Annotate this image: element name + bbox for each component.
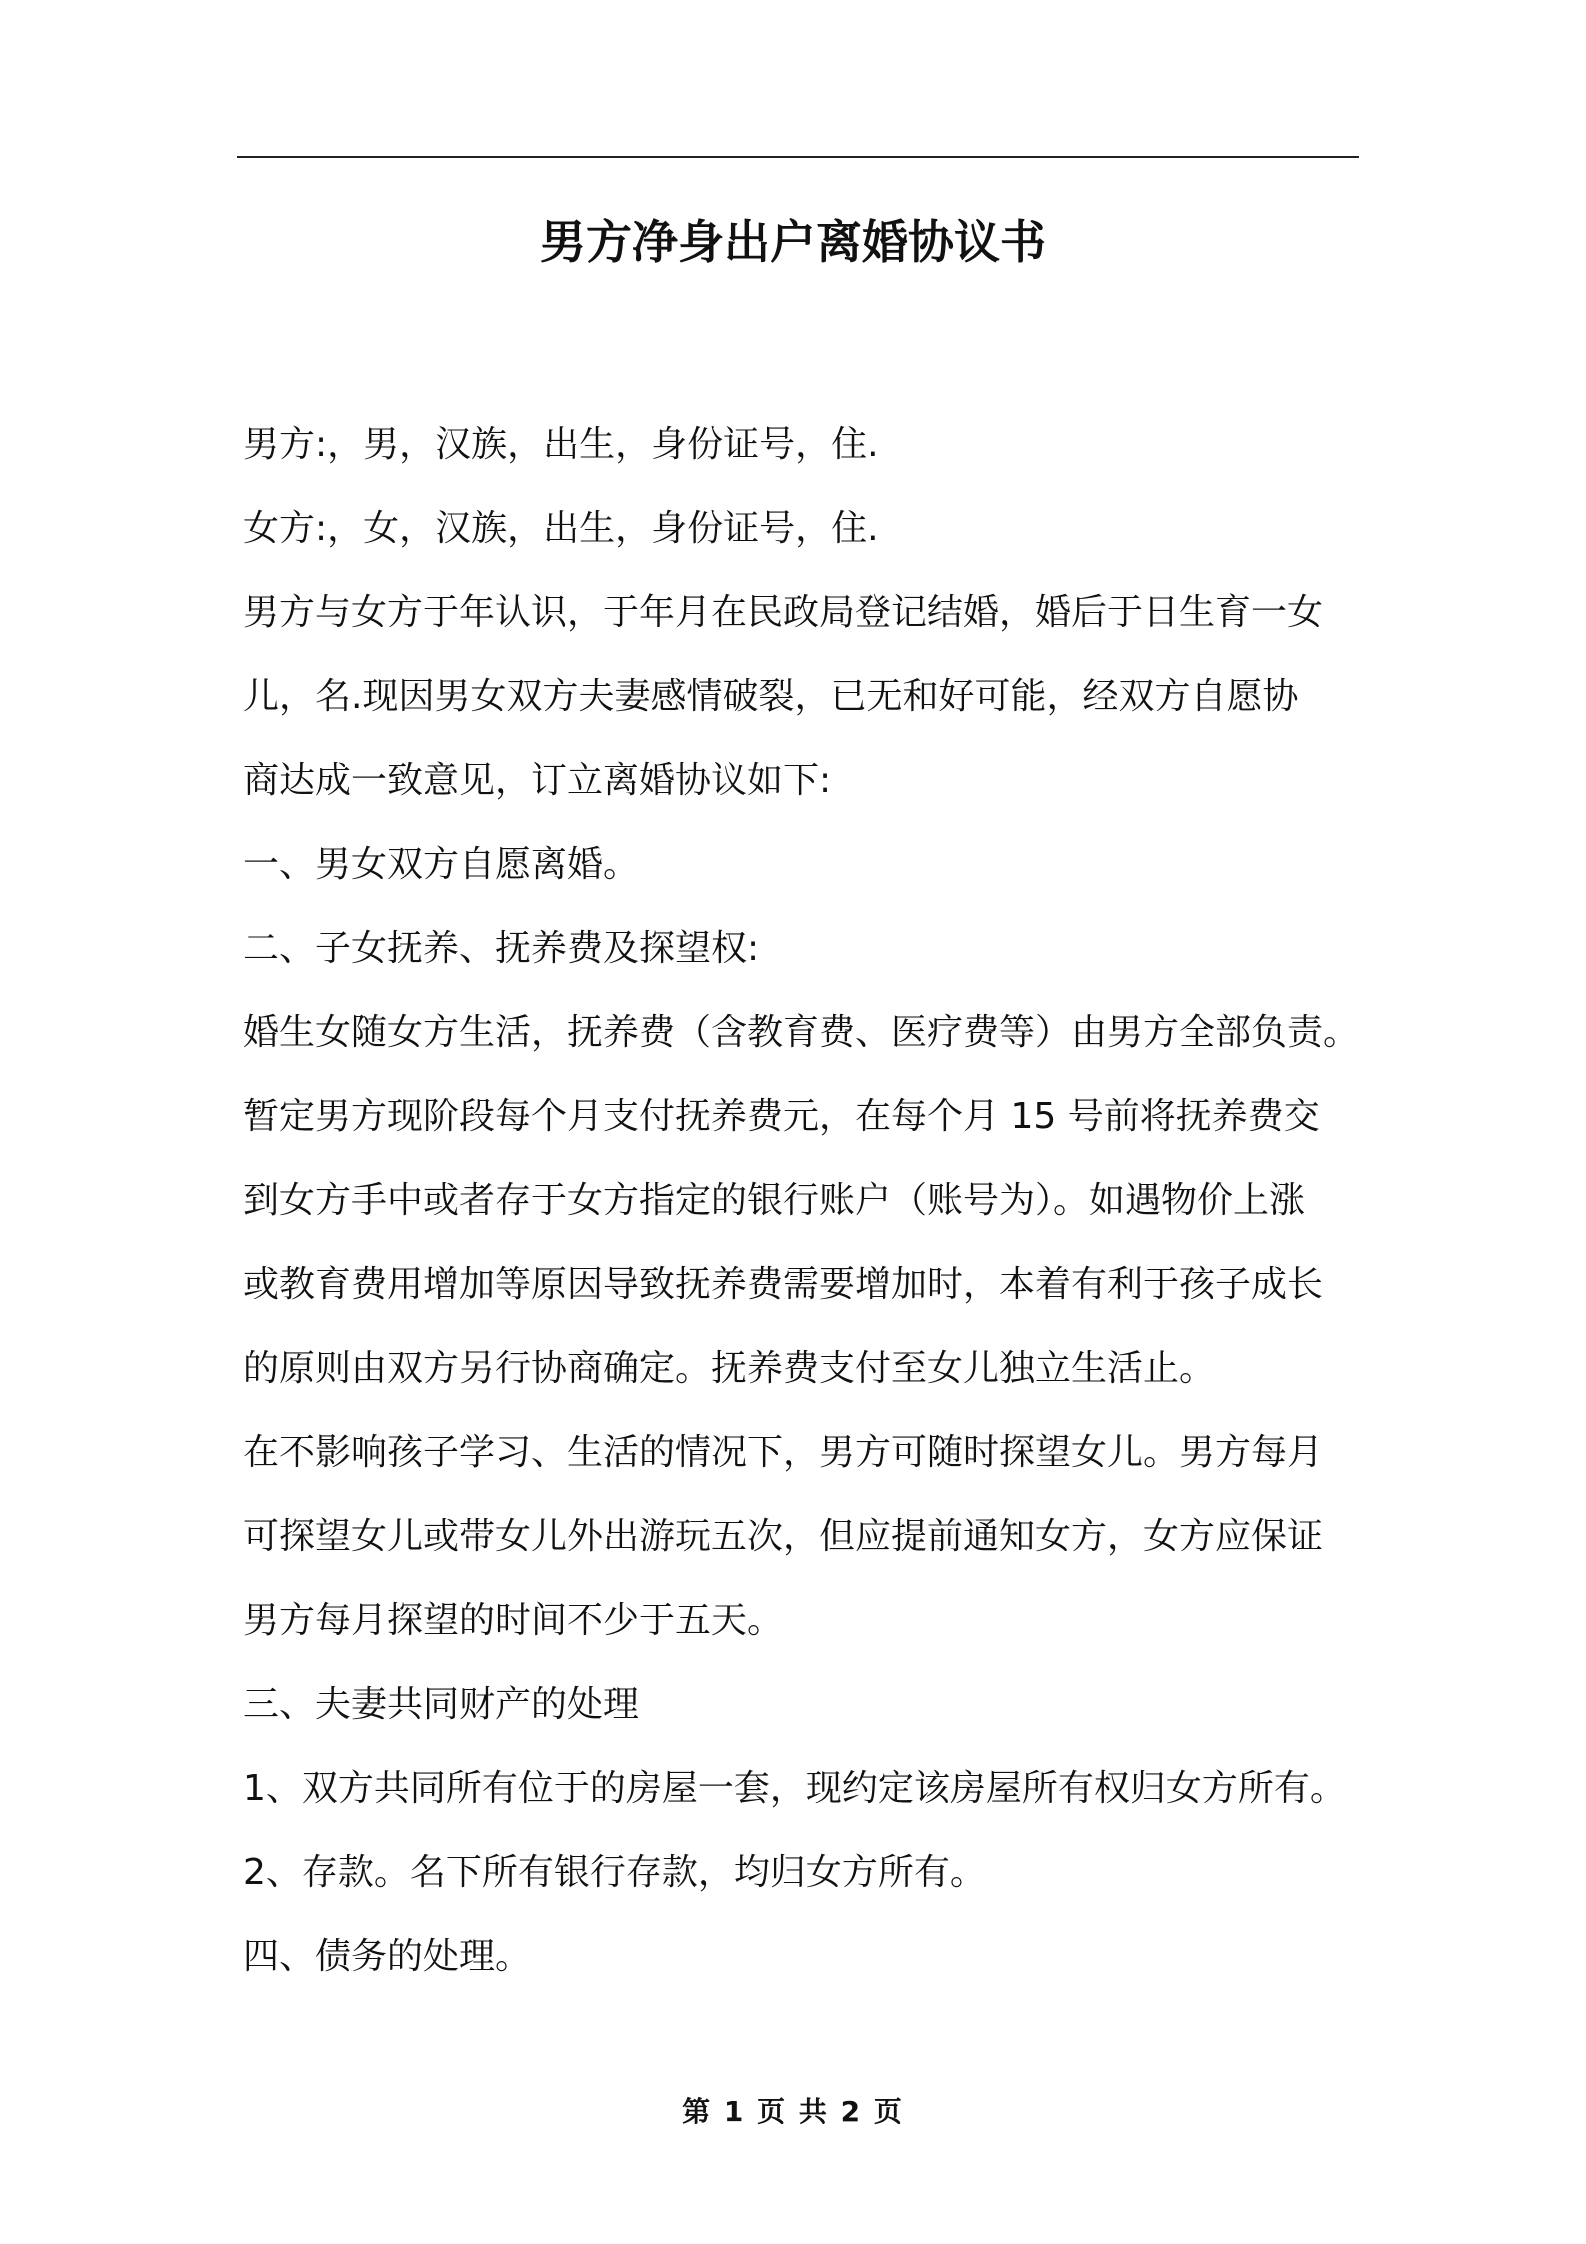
section-heading-2: 二、子女抚养、抚养费及探望权: bbox=[243, 928, 760, 969]
intro-paragraph-line: 商达成一致意见，订立离婚协议如下: bbox=[243, 760, 832, 801]
visitation-paragraph-line: 在不影响孩子学习、生活的情况下，男方可随时探望女儿。男方每月 bbox=[243, 1432, 1324, 1473]
support-paragraph-line: 到女方手中或者存于女方指定的银行账户（账号为）。如遇物价上涨 bbox=[243, 1180, 1306, 1221]
document-body bbox=[243, 403, 1383, 1999]
visitation-paragraph-line: 男方每月探望的时间不少于五天。 bbox=[243, 1600, 784, 1641]
section-heading-4: 四、债务的处理。 bbox=[243, 1936, 532, 1977]
support-paragraph-line: 或教育费用增加等原因导致抚养费需要增加时，本着有利于孩子成长 bbox=[243, 1264, 1324, 1305]
intro-paragraph-line: 儿，名.现因男女双方夫妻感情破裂，已无和好可能，经双方自愿协 bbox=[243, 676, 1299, 717]
intro-paragraph-line: 男方与女方于年认识，于年月在民政局登记结婚，婚后于日生育一女 bbox=[243, 592, 1324, 633]
section-heading-3: 三、夫妻共同财产的处理 bbox=[243, 1684, 640, 1725]
property-item-line: 1、双方共同所有位于的房屋一套，现约定该房屋所有权归女方所有。 bbox=[243, 1768, 1346, 1809]
document-title: 男方净身出户离婚协议书 bbox=[540, 215, 1046, 269]
visitation-paragraph-line: 可探望女儿或带女儿外出游玩五次，但应提前通知女方，女方应保证 bbox=[243, 1516, 1324, 1557]
section-heading-1: 一、男女双方自愿离婚。 bbox=[243, 844, 640, 885]
support-paragraph-line: 暂定男方现阶段每个月支付抚养费元，在每个月 15 号前将抚养费交 bbox=[243, 1096, 1320, 1137]
property-item-line: 2、存款。名下所有银行存款，均归女方所有。 bbox=[243, 1852, 986, 1893]
party-male-line: 男方:，男，汉族，出生，身份证号，住. bbox=[243, 424, 879, 465]
custody-paragraph-line: 婚生女随女方生活，抚养费（含教育费、医疗费等）由男方全部负责。 bbox=[243, 1012, 1360, 1053]
header-rule bbox=[237, 156, 1359, 158]
support-paragraph-line: 的原则由双方另行协商确定。抚养费支付至女儿独立生活止。 bbox=[243, 1348, 1216, 1389]
page-number: 第 1 页 共 2 页 bbox=[682, 2095, 904, 2128]
party-female-line: 女方:，女，汉族，出生，身份证号，住. bbox=[243, 508, 879, 549]
